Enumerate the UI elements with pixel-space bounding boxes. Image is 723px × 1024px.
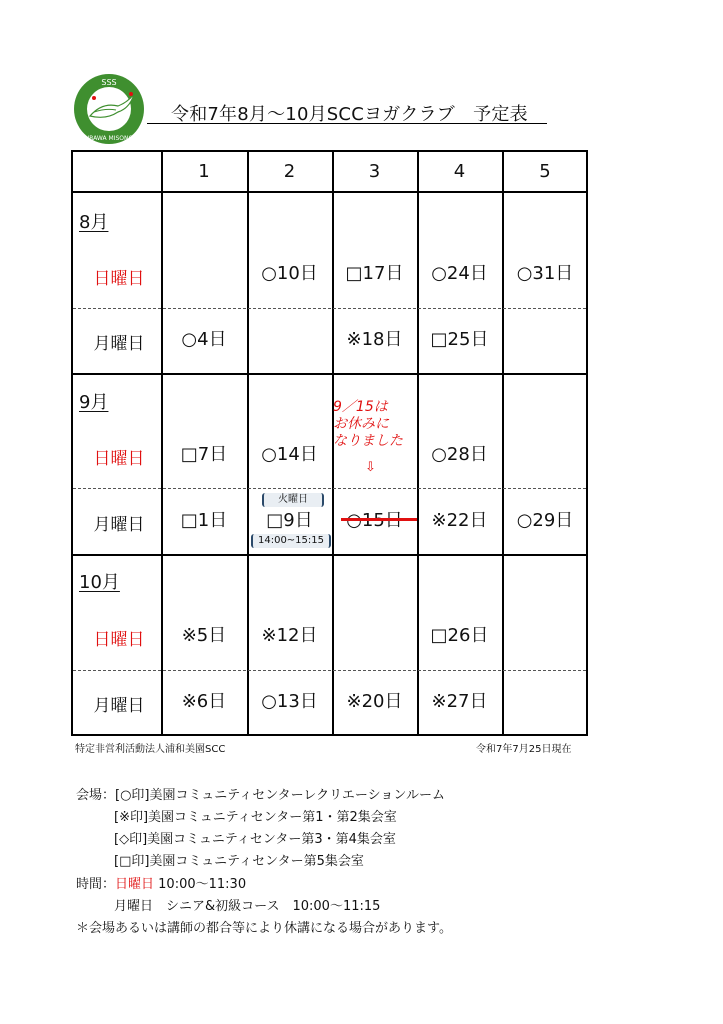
schedule-cell [502, 690, 588, 714]
schedule-table [71, 150, 588, 736]
schedule-cell [502, 624, 588, 648]
schedule-cell: ○13日 [261, 691, 318, 712]
schedule-cell: ○4日 [181, 329, 227, 350]
schedule-cell: ○24日 [431, 263, 488, 284]
column-header: 4 [453, 161, 466, 182]
cancelled-cell [332, 509, 417, 533]
row-label-monday: 月曜日 [93, 696, 145, 716]
schedule-cell: □7日 [180, 444, 228, 465]
schedule-cell: ※27日 [431, 691, 488, 712]
organization-name: 特定非営利活動法人浦和美園SCC [75, 744, 226, 755]
venue-item: [※印]美園コミュニティセンター第1・第2集会室 [114, 810, 397, 825]
schedule-cell: □17日 [345, 263, 404, 284]
schedule-cell: ※6日 [181, 691, 227, 712]
down-arrow-icon: ⇩ [365, 460, 376, 475]
time-label: 時間： [76, 877, 116, 892]
schedule-cell: ○28日 [431, 444, 488, 465]
schedule-cell: □9日 [266, 510, 313, 531]
strikethrough-line [341, 518, 417, 521]
schedule-cell: ※5日 [181, 625, 227, 646]
cancellation-note: 9／15は お休みに なりました [333, 399, 403, 449]
month-label: 10月 [79, 572, 120, 593]
schedule-cell: ※18日 [346, 329, 403, 350]
notice: ＊会場あるいは講師の都合等により休講になる場合があります。 [76, 921, 452, 936]
month-label: 8月 [79, 212, 109, 233]
schedule-cell [502, 328, 588, 352]
column-header: 3 [368, 161, 381, 182]
row-label-sunday: 日曜日 [93, 449, 145, 469]
schedule-cell: ※12日 [261, 625, 318, 646]
venue-item: [○印]美園コミュニティセンターレクリエーションルーム [115, 788, 446, 803]
venue-item: [□印]美園コミュニティセンター第5集会室 [114, 854, 364, 869]
venue-label: 会場： [76, 788, 116, 803]
club-logo [72, 72, 146, 146]
column-header: 2 [283, 161, 296, 182]
as-of-date: 令和7年7月25日現在 [476, 744, 572, 755]
page-title: 令和7年8月〜10月SCCヨガクラブ 予定表 [147, 100, 547, 124]
month-label: 9月 [79, 392, 109, 413]
venue-item: [◇印]美園コミュニティセンター第3・第4集会室 [114, 832, 396, 847]
time-monday: 月曜日 シニア&初級コース 10:00〜11:15 [114, 899, 381, 914]
schedule-cell: □25日 [430, 329, 489, 350]
time-sunday: 10:00〜11:30 [154, 877, 247, 892]
schedule-cell [332, 624, 417, 648]
svg-text:SSS: SSS [101, 78, 117, 87]
schedule-cell: ※20日 [346, 691, 403, 712]
schedule-cell [502, 443, 588, 467]
schedule-cell [161, 262, 247, 286]
row-label-sunday: 日曜日 [93, 269, 145, 289]
schedule-cell: □1日 [180, 510, 228, 531]
row-label-sunday: 日曜日 [93, 630, 145, 650]
tuesday-label: 火曜日 [262, 493, 324, 507]
row-label-monday: 月曜日 [93, 334, 145, 354]
svg-text:URAWA MISONO: URAWA MISONO [84, 135, 134, 142]
row-label-monday: 月曜日 [93, 515, 145, 535]
venue-line [76, 784, 445, 803]
schedule-cell: ○29日 [516, 510, 574, 531]
schedule-cell: □26日 [430, 625, 489, 646]
column-header: 1 [198, 161, 210, 182]
schedule-cell: ○14日 [261, 444, 318, 465]
column-header: 5 [539, 161, 551, 182]
time-sunday-label: 日曜日 [115, 877, 155, 892]
time-line [76, 873, 246, 892]
tuesday-time: 14:00~15:15 [251, 534, 331, 548]
schedule-cell: ※22日 [431, 510, 488, 531]
schedule-cell [247, 328, 332, 352]
schedule-cell: ○10日 [261, 263, 318, 284]
schedule-cell: ○31日 [516, 263, 574, 284]
